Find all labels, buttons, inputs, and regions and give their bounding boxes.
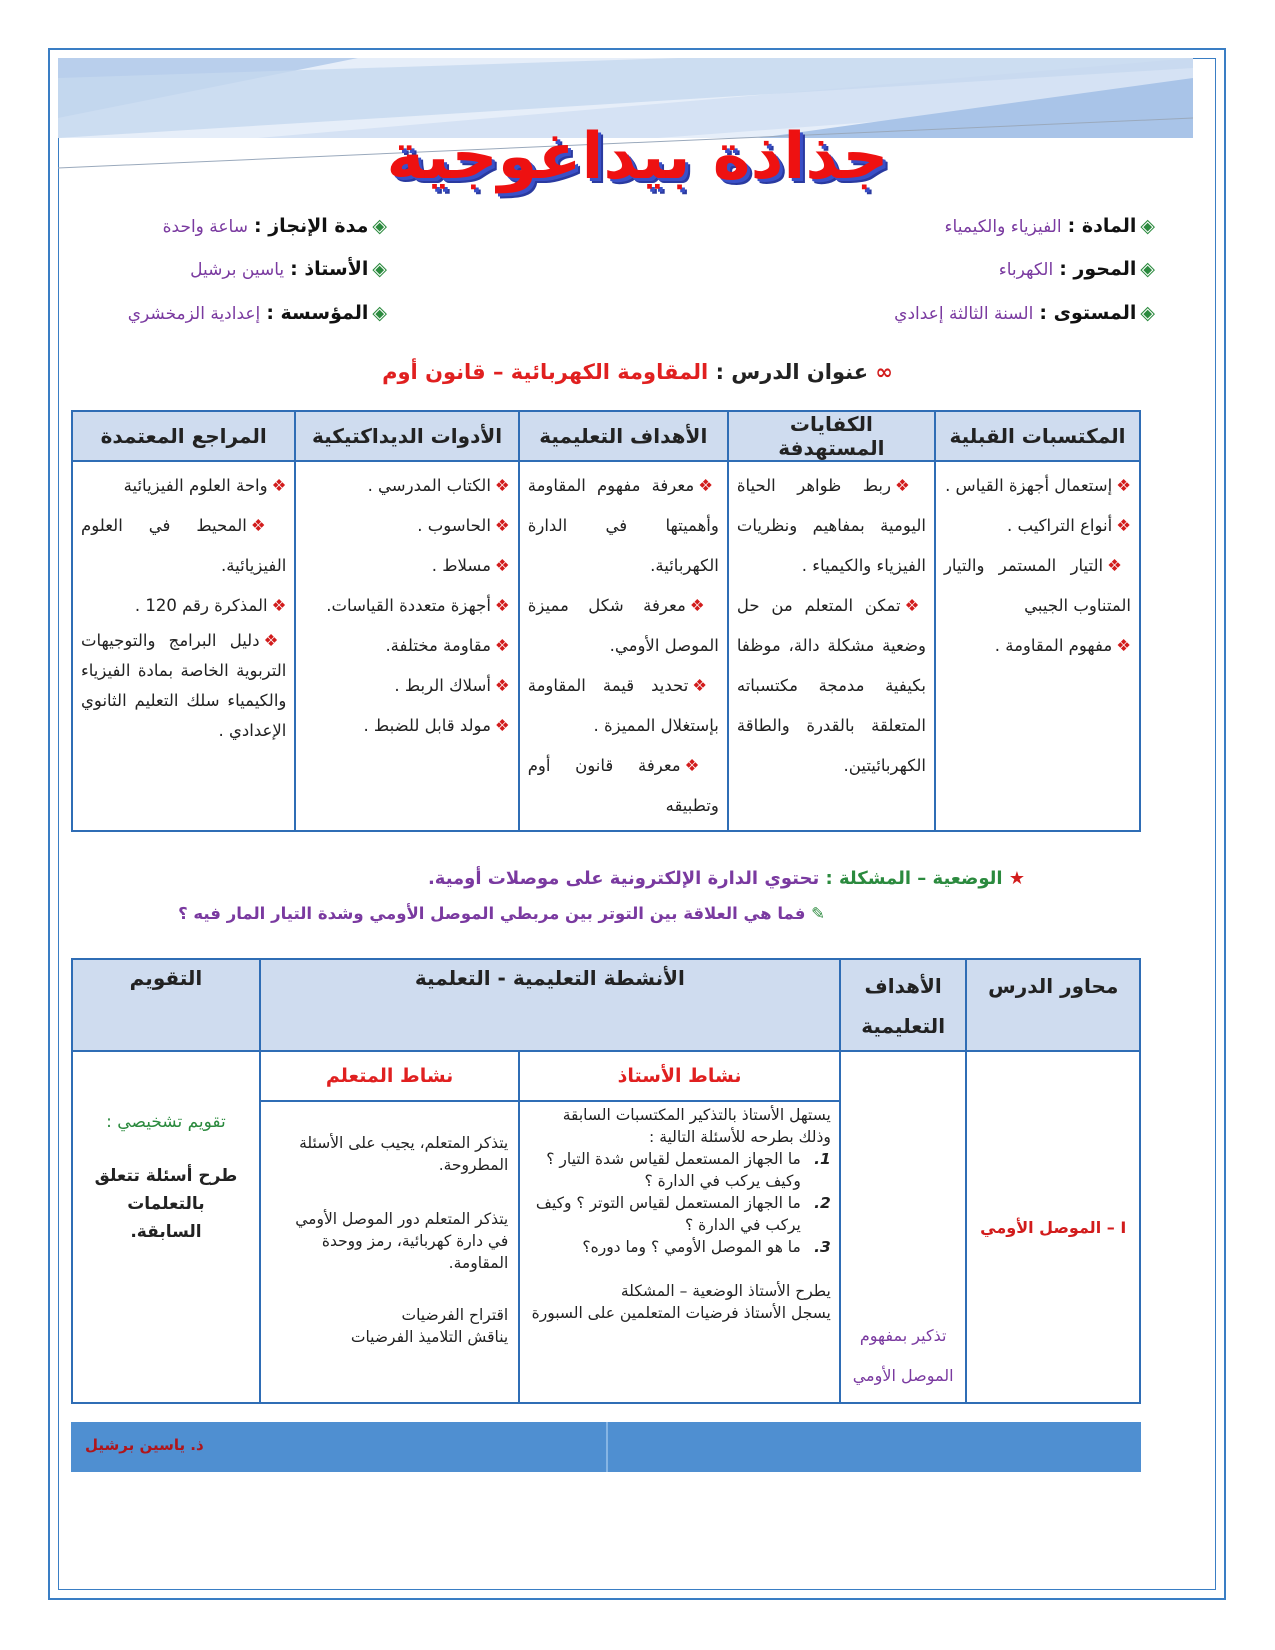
level-row: [894, 302, 1155, 324]
diamond-icon: ◈: [372, 302, 387, 324]
col-competencies: [728, 461, 935, 831]
th-competencies: الكفايات المستهدفة: [728, 411, 935, 461]
teacher-label: الأستاذ :: [290, 258, 369, 280]
th-axes: محاور الدرس: [966, 959, 1140, 1051]
duration-label: مدة الإنجاز :: [254, 215, 369, 237]
axis-value: الكهرباء: [998, 260, 1054, 280]
teacher-step-a: يطرح الأستاذ الوضعية – المشكلة: [620, 1282, 831, 1300]
diamond-icon: ◈: [372, 215, 387, 237]
duration-row: [163, 215, 387, 237]
axis-label: المحور :: [1059, 258, 1137, 280]
list-item: ❖المذكرة رقم 120 .: [134, 596, 287, 615]
list-item: ❖معرفة شكل مميزة الموصل الأومي.: [527, 596, 719, 655]
learner-step-2: يتذكر المتعلم دور الموصل الأومي في دارة كهربائية، رمز ووحدة المقاومة.: [295, 1210, 509, 1272]
situation-text: تحتوي الدارة الإلكترونية على موصلات أومية.: [427, 868, 820, 889]
evaluation-cell: [72, 1051, 260, 1403]
lesson-label: عنوان الدرس :: [715, 360, 869, 384]
situation-question: فما هي العلاقة بين التوتر بين مربطي الموصل الأومي وشدة التيار المار فيه ؟: [178, 904, 806, 923]
level-value: السنة الثالثة إعدادي: [894, 304, 1034, 324]
level-label: المستوى :: [1039, 302, 1137, 324]
duration-value: ساعة واحدة: [162, 217, 248, 237]
teacher-step-b: يسجل الأستاذ فرضيات المتعلمين على السبورة: [531, 1304, 831, 1322]
list-item: ❖دليل البرامج والتوجيهات التربوية الخاصة بمادة الفيزياء والكيمياء سلك التعليم الثانوي الإعدادي .: [81, 631, 287, 740]
question-1: 1. ما الجهاز المستعمل لقياس شدة التيار ؟ وكيف يركب في الدارة ؟: [546, 1150, 831, 1190]
th-evaluation: التقويم: [72, 959, 260, 1051]
col-references: [72, 461, 295, 831]
teacher-value: ياسين برشيل: [190, 260, 285, 280]
th-tools: الأدوات الديداكتيكية: [295, 411, 518, 461]
list-item: ❖واحة العلوم الفيزيائية: [123, 476, 287, 495]
lesson-title-row: [0, 360, 1275, 384]
list-item: ❖مولد قابل للضبط .: [363, 716, 510, 735]
list-item: ❖تحديد قيمة المقاومة بإستغلال المميزة .: [527, 676, 719, 735]
diamond-icon: ◈: [1140, 215, 1155, 237]
axis-row: [999, 258, 1155, 280]
col-prior: [935, 461, 1140, 831]
ornament-icon: ∞: [875, 360, 893, 384]
list-item: ❖التيار المستمر والتيار المتناوب الجيبي: [943, 556, 1131, 615]
list-item: ❖إستعمال أجهزة القياس .: [945, 476, 1131, 495]
col-objectives: [519, 461, 728, 831]
teacher-activity-cell: [519, 1101, 840, 1403]
institution-label: المؤسسة :: [266, 302, 369, 324]
lesson-value: المقاومة الكهربائية – قانون أوم: [382, 360, 709, 384]
th-prior: المكتسبات القبلية: [935, 411, 1140, 461]
axis-cell: I – الموصل الأومي: [966, 1051, 1140, 1403]
prerequisites-table: [71, 410, 1141, 832]
list-item: ❖الكتاب المدرسي .: [367, 476, 510, 495]
list-item: ❖مفهوم المقاومة .: [994, 636, 1131, 655]
col-tools: [295, 461, 518, 831]
star-icon: ★: [1008, 868, 1025, 889]
th-activities: الأنشطة التعليمية - التعلمية: [260, 959, 840, 1051]
list-item: ❖أسلاك الربط .: [394, 676, 510, 695]
objective-cell: تذكير بمفهوم الموصل الأومي: [840, 1051, 967, 1403]
situation-row: [428, 868, 1025, 889]
situation-question-row: [178, 904, 825, 923]
footer-divider: [606, 1422, 608, 1472]
list-item: ❖ربط ظواهر الحياة اليومية بمفاهيم ونظريات الفيزياء والكيمياء .: [736, 476, 926, 575]
learner-step-1: يتذكر المتعلم، يجيب على الأسئلة المطروحة.: [299, 1134, 509, 1174]
th-objectives-2: الأهداف التعليمية: [840, 959, 967, 1051]
activities-table: [71, 958, 1141, 1404]
th-objectives: الأهداف التعليمية: [519, 411, 728, 461]
subject-value: الفيزياء والكيمياء: [944, 217, 1062, 237]
list-item: ❖الحاسوب .: [417, 516, 510, 535]
list-item: ❖مسلاط .: [431, 556, 510, 575]
teacher-activity-header: نشاط الأستاذ: [519, 1051, 840, 1101]
institution-value: إعدادية الزمخشري: [127, 304, 261, 324]
list-item: ❖معرفة قانون أوم وتطبيقه: [527, 756, 719, 815]
footer-bar: [71, 1422, 1141, 1472]
pencil-icon: ✎: [811, 904, 825, 923]
list-item: ❖مقاومة مختلفة.: [385, 636, 510, 655]
situation-label: الوضعية – المشكلة :: [825, 868, 1003, 889]
institution-row: [128, 302, 387, 324]
diamond-icon: ◈: [1140, 258, 1155, 280]
list-item: ❖تمكن المتعلم من حل وضعية مشكلة دالة، موظفا بكيفية مدمجة مكتسباته المتعلقة بالقدرة والطاقة الكهربائيتين.: [736, 596, 926, 775]
question-2: 2. ما الجهاز المستعمل لقياس التوتر ؟ وكيف يركب في الدارة ؟: [535, 1194, 831, 1234]
subject-label: المادة :: [1067, 215, 1137, 237]
question-3: 3. ما هو الموصل الأومي ؟ وما دوره؟: [582, 1238, 831, 1256]
diamond-icon: ◈: [1140, 302, 1155, 324]
list-item: ❖المحيط في العلوم الفيزيائية.: [81, 516, 287, 575]
th-references: المراجع المعتمدة: [72, 411, 295, 461]
learner-step-3a: اقتراح الفرضيات: [401, 1306, 509, 1324]
list-item: ❖أجهزة متعددة القياسات.: [326, 596, 510, 615]
teacher-intro: يستهل الأستاذ بالتذكير المكتسبات السابقة وذلك بطرحه للأسئلة التالية :: [562, 1106, 831, 1146]
evaluation-label: تقويم تشخيصي :: [106, 1112, 226, 1132]
footer-author: ذ. ياسين برشيل: [85, 1436, 204, 1454]
subject-row: [945, 215, 1155, 237]
list-item: ❖معرفة مفهوم المقاومة وأهميتها في الدارة الكهربائية.: [527, 476, 719, 575]
teacher-row: [190, 258, 387, 280]
learner-activity-cell: [260, 1101, 519, 1403]
list-item: ❖أنواع التراكيب .: [1007, 516, 1131, 535]
page-title: جذاذة بيداغوجية: [386, 120, 889, 194]
learner-activity-header: نشاط المتعلم: [260, 1051, 519, 1101]
learner-step-3b: يناقش التلاميذ الفرضيات: [350, 1328, 509, 1346]
evaluation-text: طرح أسئلة تتعلق بالتعلمات السابقة.: [94, 1166, 238, 1242]
diamond-icon: ◈: [372, 258, 387, 280]
